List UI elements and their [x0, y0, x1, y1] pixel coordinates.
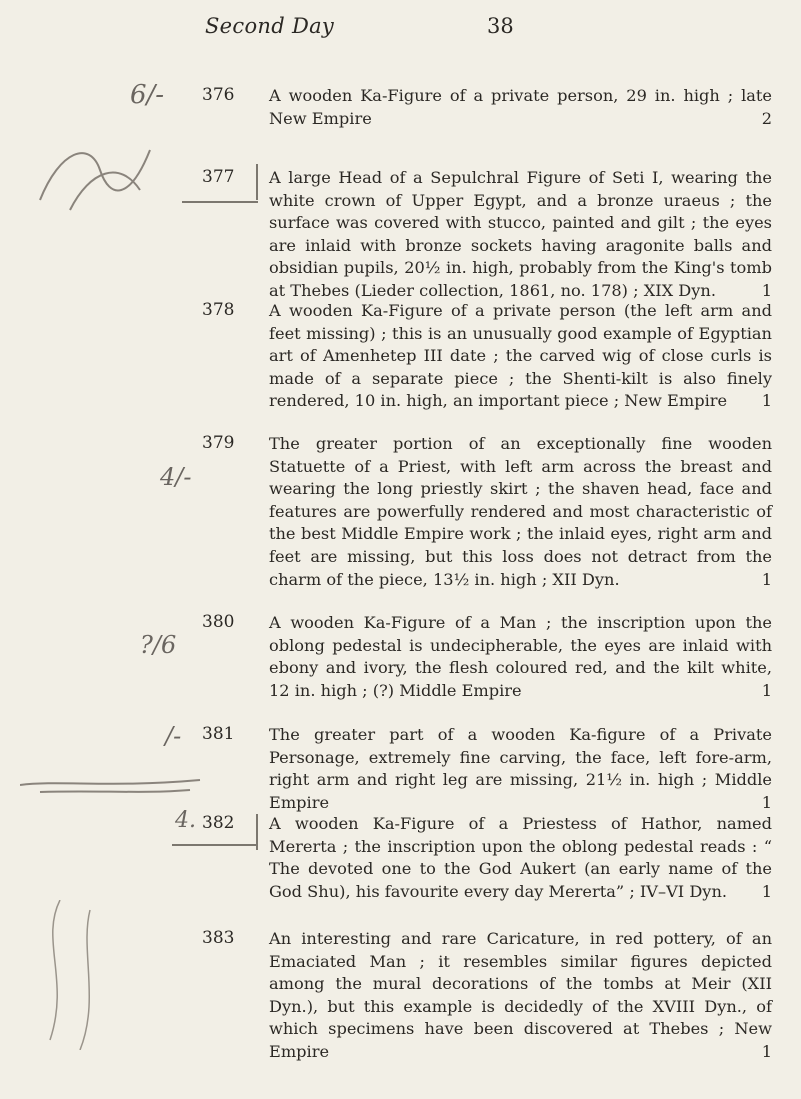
lot-number: 380: [202, 612, 235, 632]
lot-number: 378: [202, 300, 235, 320]
lot-quantity: 1: [761, 280, 772, 300]
bracket-rule: [182, 201, 258, 203]
page-number: 38: [487, 14, 514, 38]
lot-number: 379: [202, 433, 235, 453]
lot-description: A wooden Ka-Figure of a Man ; the inscription upon the oblong pedestal is undecipherable, the eyes are inlaid with ebony and ivory, the flesh coloured red, and the kilt white, 12 in. high ; (?) Middle Empire 1: [269, 612, 772, 702]
page-header: [205, 14, 535, 38]
lot-number: 383: [202, 928, 235, 948]
lot-number: 376: [202, 85, 235, 105]
lot-quantity: 2: [761, 108, 772, 128]
lot-description: A wooden Ka-Figure of a Priestess of Hathor, named Mererta ; the inscription upon the oblong pedestal reads : “ The devoted one to the God Aukert (an early name of the God Shu), his favourite every day Mererta” ; IV–VI Dyn. 1: [269, 813, 772, 903]
lot-number: 377: [202, 167, 235, 187]
lot-quantity: 1: [761, 680, 772, 700]
margin-note: ?/6: [140, 631, 177, 659]
lot-quantity: 1: [761, 391, 772, 411]
lot-quantity: 1: [761, 569, 772, 589]
lot-quantity: 1: [761, 792, 772, 812]
lot-description: A wooden Ka-Figure of a private person (the left arm and feet missing) ; this is an unusually good example of Egyptian art of Amenhetep III date ; the carved wig of close curls is made of a separate piece ; the Shenti-kilt is also finely rendered, 10 in. high, an important piece ; New Empire 1: [269, 300, 772, 413]
margin-note: 4.: [175, 808, 196, 833]
margin-note: /-: [165, 722, 182, 750]
margin-note: 6/-: [130, 80, 165, 110]
lot-description: A wooden Ka-Figure of a private person, 29 in. high ; late New Empire 2: [269, 85, 772, 130]
margin-annotations: [90, 0, 210, 1099]
lot-number: 381: [202, 724, 235, 744]
lot-description: A large Head of a Sepulchral Figure of Seti I, wearing the white crown of Upper Egypt, and a bronze uraeus ; the surface was covered with stucco, painted and gilt ; the eyes are inlaid with bronze sockets having aragonite balls and obsidian pupils, 20½ in. high, probably from the King's tomb at Thebes (Lieder collection, 1861, no. 178) ; XIX Dyn. 1: [269, 167, 772, 303]
lot-number: 382: [202, 813, 235, 833]
bracket-rule: [172, 844, 258, 846]
page-title: Second Day: [205, 14, 335, 38]
lot-description: The greater part of a wooden Ka-figure of a Private Personage, extremely fine carving, the face, left fore-arm, right arm and right leg are missing, 21½ in. high ; Middle Empire 1: [269, 724, 772, 814]
margin-note: 4/-: [160, 463, 192, 491]
handwritten-scribble-icon: [30, 130, 200, 220]
lot-quantity: 1: [761, 1041, 772, 1061]
bracket-rule: [256, 164, 258, 200]
lot-description: The greater portion of an exceptionally fine wooden Statuette of a Priest, with left arm across the breast and wearing the long priestly skirt ; the shaven head, face and features are powerfully rendered and most characteristic of the best Middle Empire work ; the inlaid eyes, right arm and feet are missing, but this loss does not detract from the charm of the piece, 13½ in. high ; XII Dyn. 1: [269, 433, 772, 591]
lot-description: An interesting and rare Caricature, in red pottery, of an Emaciated Man ; it resembles similar figures depicted among the mural decorations of the tombs at Meir (XII Dyn.), but this example is decidedly of the XVIII Dyn., of which specimens have been discovered at Thebes ; New Empire 1: [269, 928, 772, 1064]
handwritten-scribble-icon: [30, 900, 150, 1050]
lot-quantity: 1: [761, 881, 772, 901]
handwritten-scribble-icon: [20, 740, 210, 800]
